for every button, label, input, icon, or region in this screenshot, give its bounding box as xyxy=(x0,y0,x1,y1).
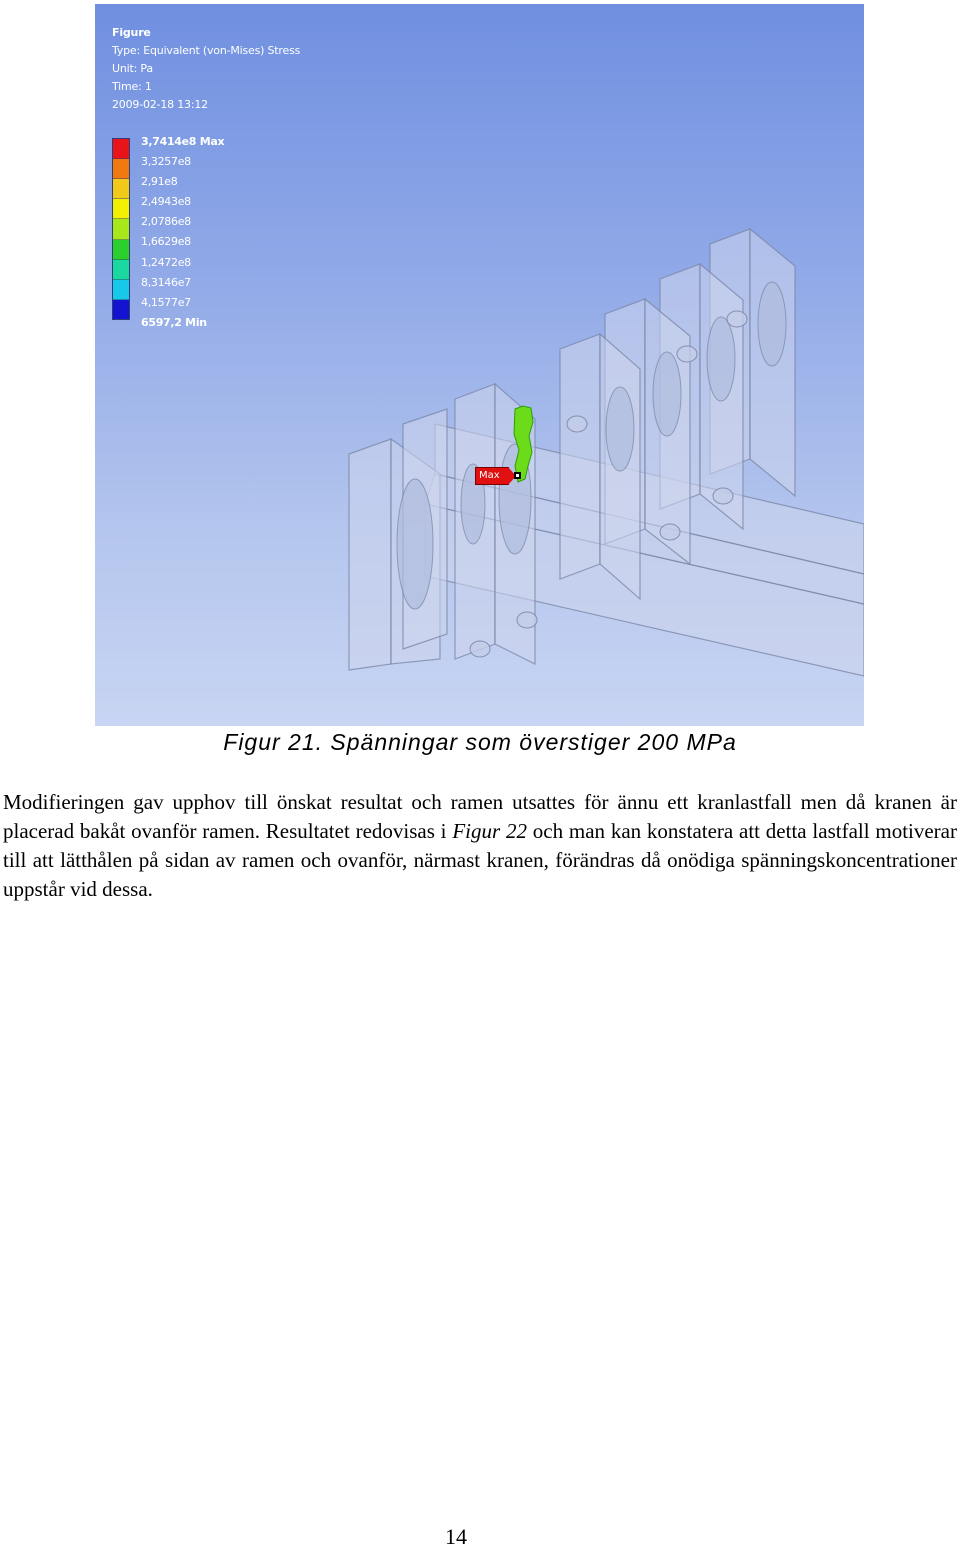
paragraph-text-1: Modifieringen gav upphov till önskat resultat och ramen utsattes för ännu ett kranlastfall men då kranen är placerad bakåt ovanför ramen. Resultatet redovisas i xyxy=(3,790,957,843)
pin xyxy=(517,612,537,628)
frame-plate xyxy=(349,439,391,670)
result-time: Time: 1 xyxy=(112,80,152,93)
legend-label: 4,1577e7 xyxy=(141,295,191,309)
legend-label-min: 6597,2 Min xyxy=(141,315,207,329)
legend-label: 1,6629e8 xyxy=(141,235,191,249)
frame-plate xyxy=(560,334,600,579)
lightening-hole xyxy=(758,282,786,366)
pin xyxy=(727,311,747,327)
legend-label: 1,2472e8 xyxy=(141,255,191,269)
pin xyxy=(567,416,587,432)
max-probe-label xyxy=(475,467,519,485)
result-type: Type: Equivalent (von-Mises) Stress xyxy=(112,44,301,57)
figure-title: Figure xyxy=(112,26,151,39)
lightening-hole xyxy=(606,387,634,471)
result-unit: Unit: Pa xyxy=(112,62,153,75)
legend-label: 3,3257e8 xyxy=(141,155,191,169)
fea-stress-figure xyxy=(95,4,864,726)
max-point-marker xyxy=(514,472,521,479)
lightening-hole xyxy=(397,479,433,609)
pin xyxy=(677,346,697,362)
result-date: 2009-02-18 13:12 xyxy=(112,98,208,111)
page-number: 14 xyxy=(445,1524,467,1549)
paragraph-text-2: och man kan konstatera att detta lastfall motiverar till att lätthålen på sidan av ramen och ovanför, närmast kranen, förändras då onödiga spänningskoncentrationer uppstår vid dessa. xyxy=(3,819,957,901)
pin xyxy=(713,488,733,504)
pin xyxy=(470,641,490,657)
legend-label: 8,3146e7 xyxy=(141,275,191,289)
figure-caption: Figur 21. Spänningar som överstiger 200 MPa xyxy=(223,729,737,755)
figure-reference: Figur 22 xyxy=(452,819,527,843)
lightening-hole xyxy=(653,352,681,436)
legend-label: 2,91e8 xyxy=(141,175,178,189)
body-paragraph xyxy=(3,788,957,904)
lightening-hole xyxy=(707,317,735,401)
legend-label-max: 3,7414e8 Max xyxy=(141,135,225,148)
max-label-text: Max xyxy=(475,467,509,485)
frame-model-render xyxy=(95,4,864,726)
legend-label: 2,4943e8 xyxy=(141,195,191,209)
legend-label: 2,0786e8 xyxy=(141,215,191,229)
pin xyxy=(660,524,680,540)
